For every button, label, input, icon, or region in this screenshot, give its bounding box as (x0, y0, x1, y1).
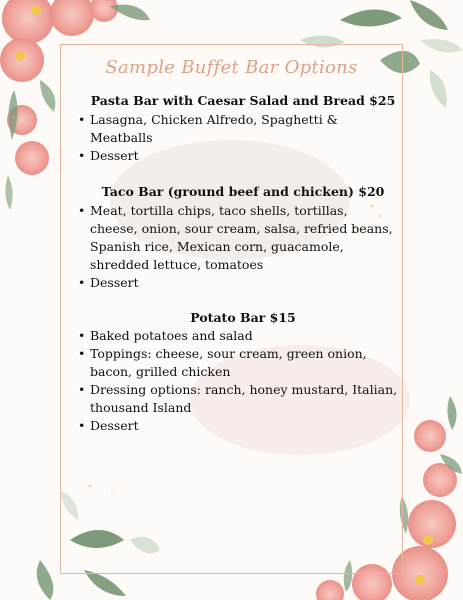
item-list-potato-bar (78, 327, 398, 435)
list-item: • Dessert (78, 147, 398, 165)
list-item: • Dessert (78, 274, 398, 292)
section-heading-taco-bar: Taco Bar (ground beef and chicken) $20 (101, 184, 385, 199)
list-item: • Lasagna, Chicken Alfredo, Spaghetti & Meatballs (78, 111, 398, 147)
list-item: • Baked potatoes and salad (78, 327, 398, 345)
section-heading-pasta-bar: Pasta Bar with Caesar Salad and Bread $25 (90, 93, 396, 108)
section-heading-potato-bar: Potato Bar $15 (190, 310, 296, 325)
item-list-pasta-bar (78, 111, 398, 165)
list-item: • Toppings: cheese, sour cream, green onion, bacon, grilled chicken (78, 345, 398, 381)
page-title: Sample Buffet Bar Options (105, 57, 358, 78)
item-list-taco-bar (78, 202, 398, 292)
list-item: • Meat, tortilla chips, taco shells, tortillas, cheese, onion, sour cream, salsa, refried beans, Spanish rice, Mexican corn, guacamole, shredded lettuce, tomatoes (78, 202, 398, 274)
list-item: • Dessert (78, 417, 398, 435)
list-item: • Dressing options: ranch, honey mustard, Italian, thousand Island (78, 381, 398, 417)
